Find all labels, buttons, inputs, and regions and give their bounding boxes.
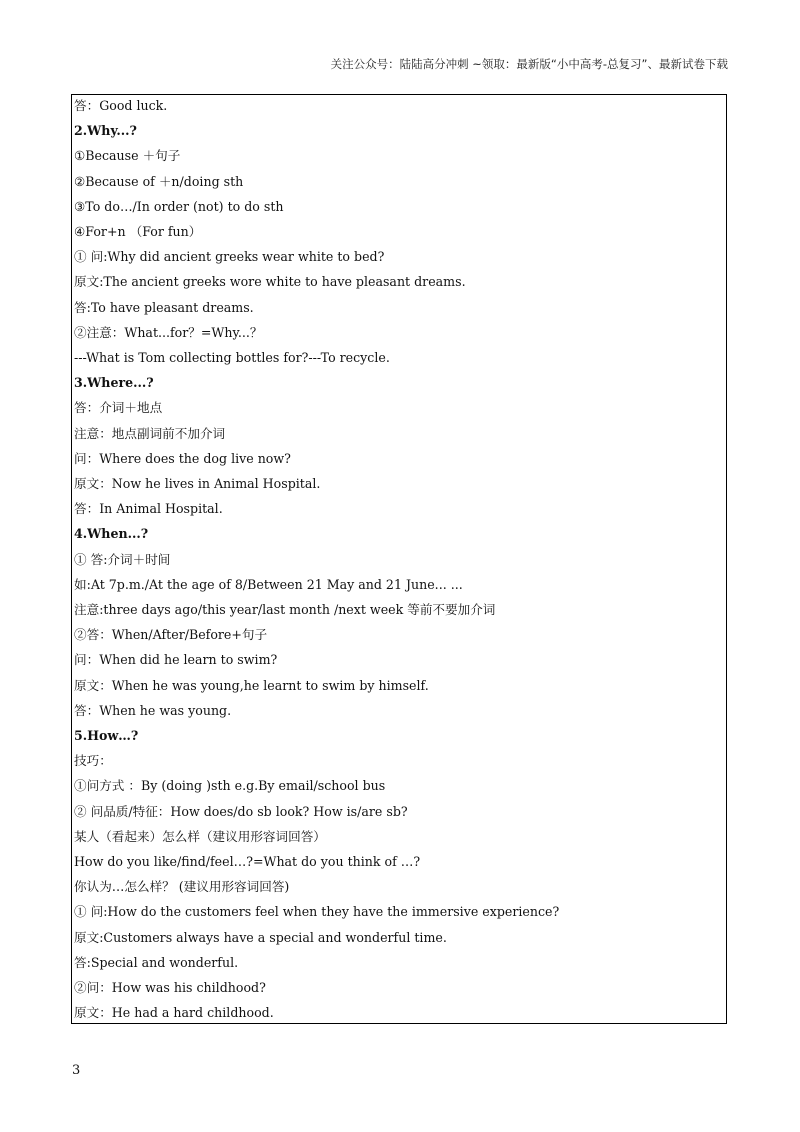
text-line: 原文：When he was young,he learnt to swim by himself. xyxy=(74,677,429,693)
text-line: 问：When did he learn to swim? xyxy=(74,652,278,668)
text-line: 注意:three days ago/this year/last month /next week 等前不要加介词 xyxy=(74,602,496,617)
section-heading: 2.Why...? xyxy=(74,123,137,139)
text-line: ③To do…/In order (not) to do sth xyxy=(74,198,284,214)
text-line: ②注意：What...for？=Why...？ xyxy=(74,324,263,340)
text-line: 原文:The ancient greeks wore white to have pleasant dreams. xyxy=(74,274,466,290)
content-box xyxy=(71,94,727,1024)
text-line: ②Because of ＋n/doing sth xyxy=(74,173,244,189)
text-line: How do you like/find/feel…?=What do you think of …? xyxy=(74,854,421,869)
section-heading: 4.When...? xyxy=(74,526,149,542)
text-line: ---What is Tom collecting bottles for?---To recycle. xyxy=(74,350,390,365)
text-line: 注意：地点副词前不加介词 xyxy=(74,425,226,441)
page-number: 3 xyxy=(72,1063,81,1078)
text-line: 答：介词＋地点 xyxy=(74,400,163,416)
text-line: ①问方式 ：By (doing )sth e.g.By email/school bus xyxy=(74,778,386,794)
text-line: 答：When he was young. xyxy=(74,702,232,718)
text-line: 答:To have pleasant dreams. xyxy=(74,299,254,315)
text-line: 问：Where does the dog live now? xyxy=(74,450,291,466)
text-line: 如:At 7p.m./At the age of 8/Between 21 May and 21 June... ... xyxy=(74,576,463,592)
section-heading: 3.Where...? xyxy=(74,375,154,391)
text-line: ④For+n （For fun） xyxy=(74,224,202,239)
text-line: 你认为…怎么样？ (建议用形容词回答) xyxy=(74,879,290,895)
text-line: 答：Good luck. xyxy=(74,98,168,113)
text-line: 答：In Animal Hospital. xyxy=(74,501,223,517)
text-line: ②问：How was his childhood? xyxy=(74,980,266,995)
text-line: 原文：Now he lives in Animal Hospital. xyxy=(74,476,321,491)
text-line: 某人（看起来）怎么样（建议用形容词回答） xyxy=(74,828,326,844)
text-line: ① 问:Why did ancient greeks wear white to bed? xyxy=(74,249,385,265)
text-line: 原文：He had a hard childhood. xyxy=(74,1005,274,1021)
text-line: ① 问:How do the customers feel when they have the immersive experience? xyxy=(74,904,560,920)
text-line: 答:Special and wonderful. xyxy=(74,954,239,970)
page-header: 关注公众号：陆陆高分冲刺 ~领取：最新版“小中高考-总复习”、最新试卷下载 xyxy=(330,57,728,71)
text-line: ②答：When/After/Before+句子 xyxy=(74,627,268,643)
text-line: 技巧： xyxy=(74,753,112,769)
text-line: ② 问品质/特征：How does/do sb look? How is/are sb? xyxy=(74,803,408,819)
text-line: 原文:Customers always have a special and wonderful time. xyxy=(74,929,447,945)
text-line: ①Because ＋句子 xyxy=(74,148,181,164)
text-line: ① 答:介词＋时间 xyxy=(74,551,171,567)
section-heading: 5.How…? xyxy=(74,728,139,743)
